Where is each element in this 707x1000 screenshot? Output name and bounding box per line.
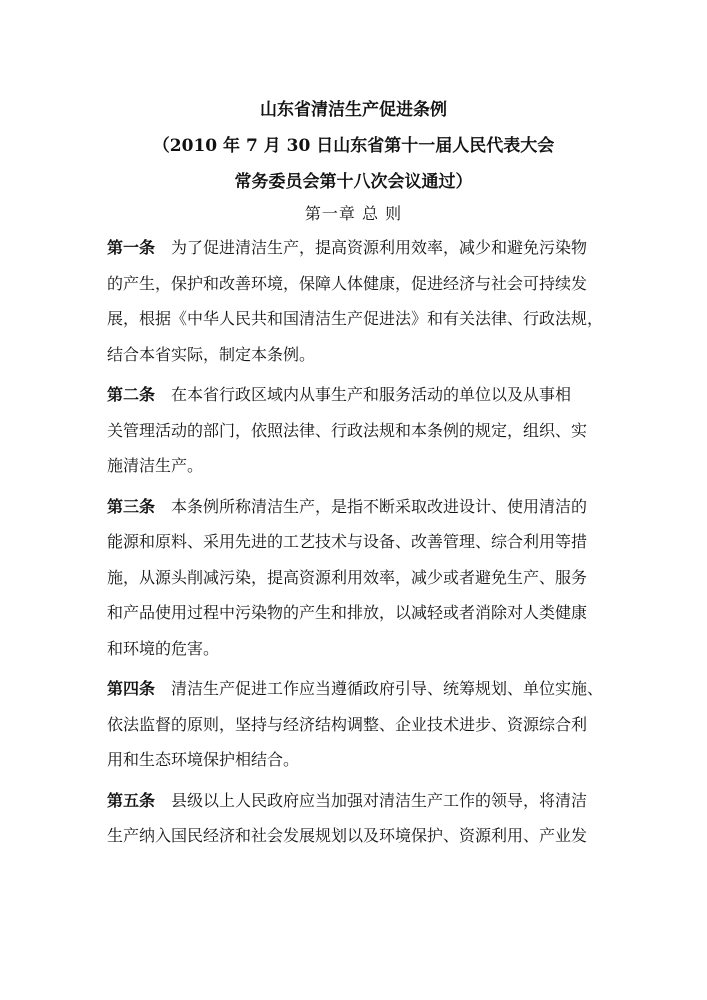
article-line: 关管理活动的部门，依照法律、行政法规和本条例的规定，组织、实 <box>107 420 588 440</box>
article-line: 的产生，保护和改善环境，保障人体健康，促进经济与社会可持续发 <box>107 273 588 293</box>
article-label: 第一条 <box>107 238 156 257</box>
article-line: 和产品使用过程中污染物的产生和排放，以减轻或者消除对人类健康 <box>107 603 588 622</box>
article-line: 依法监督的原则，坚持与经济结构调整、企业技术进步、资源综合利 <box>107 714 588 734</box>
article-line <box>107 230 607 266</box>
article-text: 在本省行政区域内从事生产和服务活动的单位以及从事相 <box>171 385 572 404</box>
article-4 <box>107 671 607 778</box>
article-line: 和环境的危害。 <box>107 638 220 658</box>
subtitle-line-1: （2010 年 7 月 30 日山东省第十一届人民代表大会 <box>152 136 555 156</box>
article-line <box>107 489 607 525</box>
article-line: 施，从源头削减污染，提高资源利用效率，减少或者避免生产、服务 <box>107 567 588 587</box>
title-block <box>0 92 707 200</box>
article-text: 为了促进清洁生产，提高资源利用效率，减少和避免污染物 <box>171 238 588 257</box>
article-line <box>107 377 607 413</box>
article-line: 能源和原料、采用先进的工艺技术与设备、改善管理、综合利用等措 <box>107 532 588 551</box>
article-line: 生产纳入国民经济和社会发展规划以及环境保护、资源利用、产业发 <box>107 826 588 845</box>
article-line: 用和生态环境保护相结合。 <box>107 750 300 769</box>
article-list <box>107 230 607 859</box>
article-5 <box>107 783 607 854</box>
chapter-heading: 第一章 总 则 <box>304 204 403 223</box>
article-line: 结合本省实际，制定本条例。 <box>107 344 316 364</box>
article-line: 展，根据《中华人民共和国清洁生产促进法》和有关法律、行政法规， <box>107 309 604 328</box>
article-line: 施清洁生产。 <box>107 456 204 475</box>
article-line <box>107 671 607 707</box>
article-2 <box>107 377 607 484</box>
article-text: 清洁生产促进工作应当遵循政府引导、统筹规划、单位实施、 <box>171 679 604 698</box>
article-label: 第五条 <box>107 790 156 810</box>
article-1 <box>107 230 607 372</box>
subtitle-line-2: 常务委员会第十八次会议通过） <box>234 172 473 192</box>
article-label: 第二条 <box>107 385 156 404</box>
article-text: 本条例所称清洁生产，是指不断采取改进设计、使用清洁的 <box>171 496 588 516</box>
article-3 <box>107 489 607 667</box>
document-title: 山东省清洁生产促进条例 <box>260 100 447 120</box>
article-label: 第三条 <box>107 496 156 516</box>
article-label: 第四条 <box>107 679 156 698</box>
article-text: 县级以上人民政府应当加强对清洁生产工作的领导，将清洁 <box>171 790 588 810</box>
article-line <box>107 783 607 819</box>
